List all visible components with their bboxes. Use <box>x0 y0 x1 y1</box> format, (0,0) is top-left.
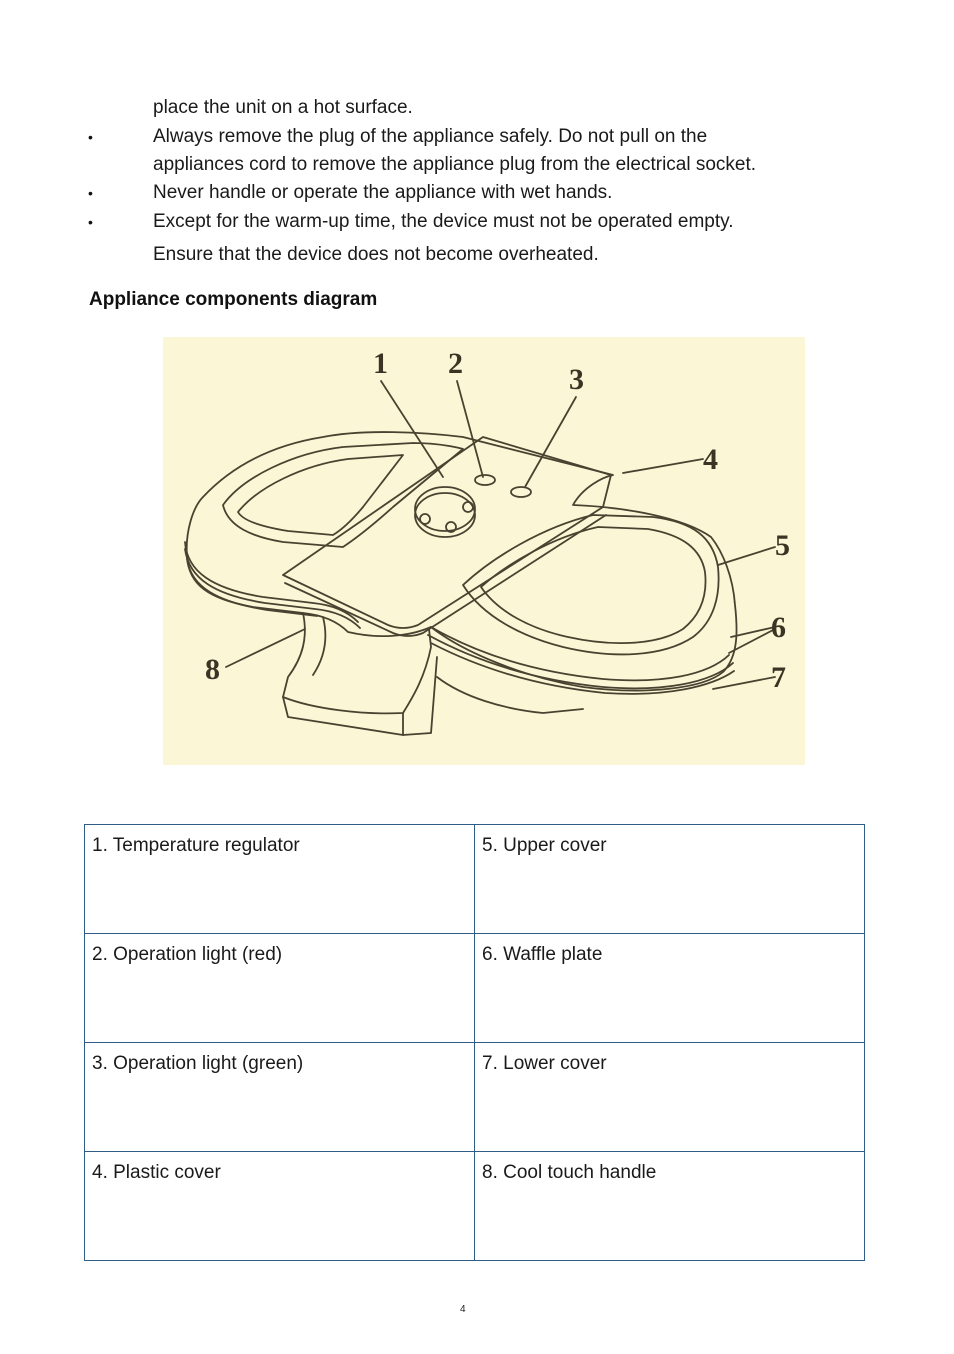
callout-2: 2 <box>448 347 463 380</box>
table-cell: 8. Cool touch handle <box>475 1152 865 1261</box>
table-cell: 1. Temperature regulator <box>85 825 475 934</box>
waffle-maker-illustration <box>163 337 805 765</box>
table-cell: 4. Plastic cover <box>85 1152 475 1261</box>
callout-8: 8 <box>205 653 220 686</box>
page-number: 4 <box>460 1304 466 1315</box>
section-heading: Appliance components diagram <box>89 289 378 310</box>
table-cell: 6. Waffle plate <box>475 934 865 1043</box>
bullet-marker: • <box>88 214 93 230</box>
bullet-2-line-1: Never handle or operate the appliance with wet hands. <box>153 182 613 203</box>
table-row <box>85 1152 865 1261</box>
table-row <box>85 934 865 1043</box>
bullet-marker: • <box>88 129 93 145</box>
callout-7: 7 <box>771 661 786 694</box>
callout-3: 3 <box>569 363 584 396</box>
table-cell: 7. Lower cover <box>475 1043 865 1152</box>
table-row <box>85 825 865 934</box>
table-cell: 3. Operation light (green) <box>85 1043 475 1152</box>
table-cell: 2. Operation light (red) <box>85 934 475 1043</box>
bullet-3-line-1: Except for the warm-up time, the device must not be operated empty. <box>153 211 734 232</box>
callout-6: 6 <box>771 611 786 644</box>
table-row <box>85 1043 865 1152</box>
callout-5: 5 <box>775 529 790 562</box>
callout-4: 4 <box>703 443 718 476</box>
components-table <box>84 824 865 1261</box>
bullet-3-line-2: Ensure that the device does not become overheated. <box>153 244 599 265</box>
bullet-marker: • <box>88 185 93 201</box>
appliance-diagram <box>163 337 805 765</box>
bullet-1-line-1: Always remove the plug of the appliance safely. Do not pull on the <box>153 126 708 147</box>
bullet-1-line-2: appliances cord to remove the appliance plug from the electrical socket. <box>153 154 757 175</box>
table-cell: 5. Upper cover <box>475 825 865 934</box>
callout-1: 1 <box>373 347 388 380</box>
continuation-text: place the unit on a hot surface. <box>153 97 413 118</box>
